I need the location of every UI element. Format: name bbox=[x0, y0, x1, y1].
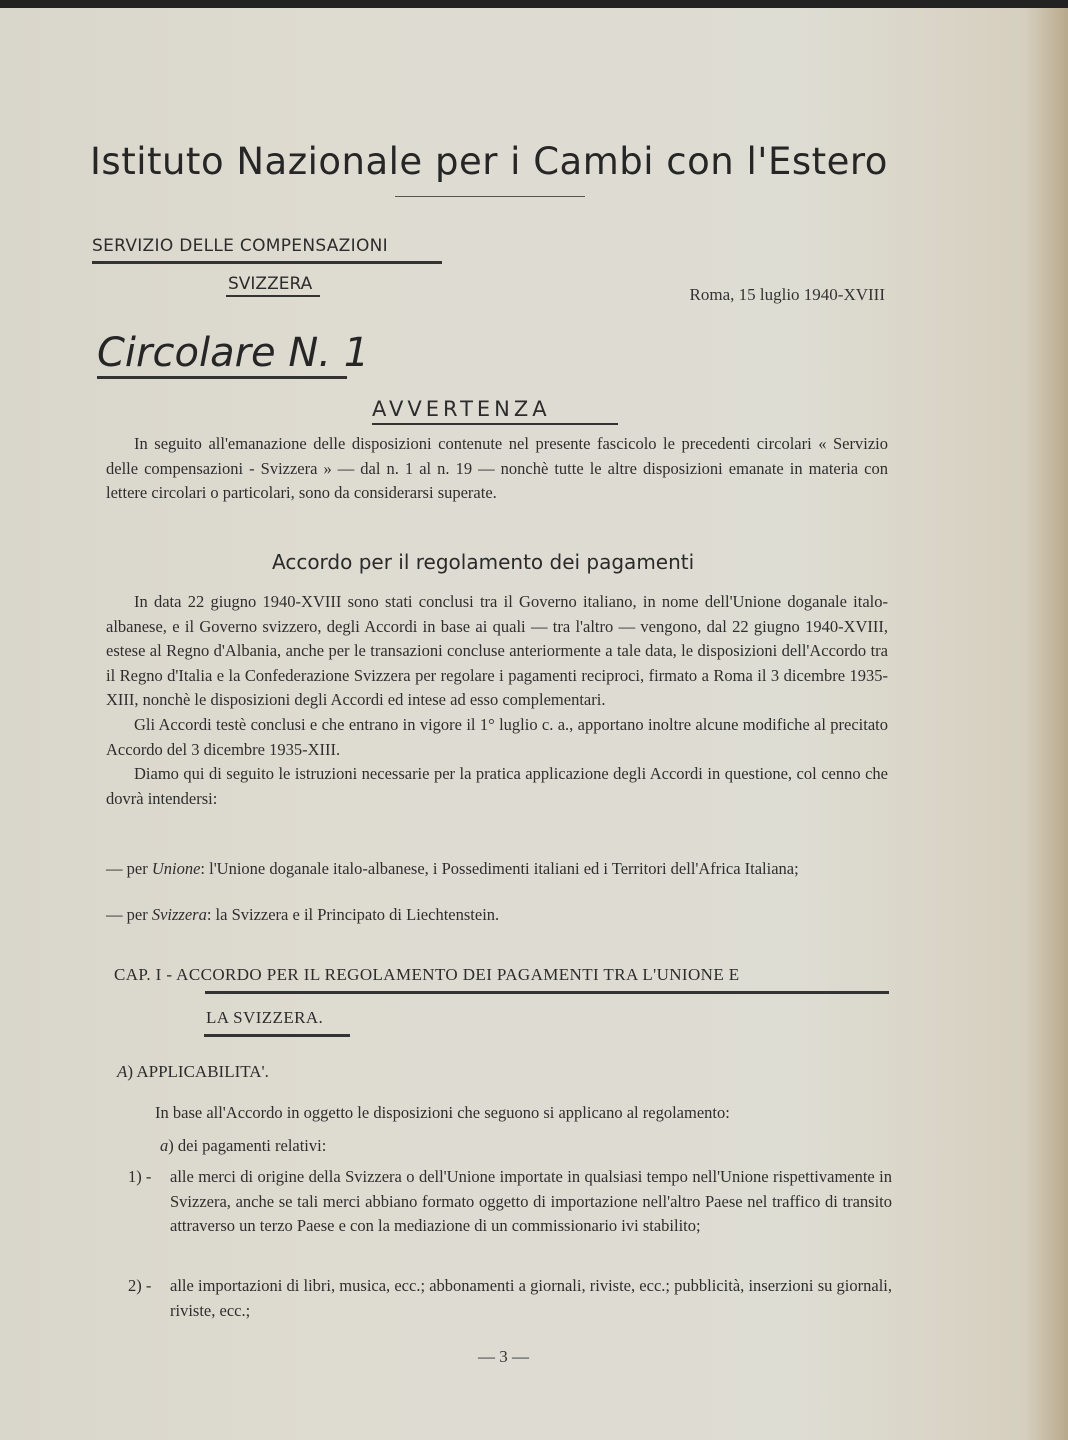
service-underline bbox=[92, 261, 442, 264]
avvertenza-paragraph bbox=[106, 432, 888, 506]
chapter-continued-underline bbox=[204, 1034, 350, 1037]
chapter-heading: CAP. I - ACCORDO PER IL REGOLAMENTO DEI PAGAMENTI TRA L'UNIONE E bbox=[114, 965, 740, 984]
list-item-text: alle importazioni di libri, musica, ecc.; abbonamenti a giornali, riviste, ecc.; pubblicità, inserzioni su giornali, riviste, ecc.; bbox=[170, 1276, 892, 1320]
country-underline bbox=[226, 295, 320, 297]
definition-text: : la Svizzera e il Principato di Liechtenstein. bbox=[206, 905, 500, 924]
accordo-paragraph-3: Diamo qui di seguito le istruzioni necessarie per la pratica applicazione degli Accordi in questione, col cenno che dovrà intendersi: bbox=[106, 764, 888, 808]
service-heading: SERVIZIO DELLE COMPENSAZIONI bbox=[92, 236, 388, 256]
document-date: Roma, 15 luglio 1940-XVIII bbox=[689, 285, 885, 304]
list-item-number: 1) - bbox=[128, 1167, 152, 1186]
subsection-letter: a bbox=[160, 1136, 169, 1155]
page-number: — 3 — bbox=[478, 1347, 529, 1366]
accordo-title: Accordo per il regolamento dei pagamenti bbox=[272, 550, 695, 574]
accordo-paragraph-2: Gli Accordi testè conclusi e che entrano in vigore il 1° luglio c. a., apportano inoltre alcune modifiche al precitato Accordo del 3 dicembre 1935-XIII. bbox=[106, 714, 888, 759]
accordo-paragraph-1: In data 22 giugno 1940-XVIII sono stati conclusi tra il Governo italiano, in nome dell'Unione doganale italo-albanese, e il Governo svizzero, degli Accordi in base ai quali — tra l'altro — vengono, dal 22 giugno 1940-XVIII, estese al Regno d'Albania, anche per le transazioni concluse anteriormente a tale data, le disposizioni dell'Accordo tra il Regno d'Italia e la Confederazione Svizzera per regolare i pagamenti reciproci, firmato a Roma il 3 dicembre 1935-XIII, nonchè le disposizioni degli Accordi ed intese ad esso complementari. bbox=[106, 592, 888, 710]
definition-prefix: — per bbox=[106, 859, 152, 878]
list-item bbox=[128, 1274, 892, 1323]
avvertenza-text: In seguito all'emanazione delle disposizioni contenute nel presente fascicolo le precedenti circolari « Servizio delle compensazioni - Svizzera » — dal n. 1 al n. 19 — nonchè tutte le altre disposizioni emanate in materia con lettere circolari o particolari, sono da considerarsi superate. bbox=[106, 434, 888, 503]
subsection-text: ) dei pagamenti relativi: bbox=[168, 1136, 327, 1155]
avvertenza-title: AVVERTENZA bbox=[372, 397, 551, 421]
list-item-text: alle merci di origine della Svizzera o dell'Unione importate in qualsiasi tempo nell'Unione rispettivamente in Svizzera, anche se tali merci abbiano formato oggetto di importazione nell'altro Paese nel traffico di transito attraverso un terzo Paese e con la mediazione di un commissionario ivi stabilito; bbox=[170, 1167, 892, 1236]
section-intro-text: In base all'Accordo in oggetto le disposizioni che seguono si applicano al regolamento: bbox=[155, 1103, 730, 1122]
accordo-body bbox=[106, 590, 888, 811]
list-item-number: 2) - bbox=[128, 1276, 152, 1295]
definition-term: Svizzera bbox=[151, 905, 207, 924]
section-intro bbox=[155, 1101, 890, 1126]
subsection-a bbox=[160, 1134, 326, 1159]
scan-top-edge bbox=[0, 0, 1068, 8]
title-divider bbox=[395, 196, 585, 197]
avvertenza-underline bbox=[372, 423, 618, 425]
chapter-underline bbox=[205, 991, 889, 994]
definition-text: : l'Unione doganale italo-albanese, i Possedimenti italiani ed i Territori dell'Africa Italiana; bbox=[200, 859, 799, 878]
list-item bbox=[128, 1165, 892, 1239]
country-heading: SVIZZERA bbox=[228, 274, 313, 294]
definition-svizzera bbox=[106, 903, 888, 928]
definition-unione bbox=[106, 857, 888, 882]
section-applicabilita bbox=[117, 1062, 269, 1082]
chapter-heading-continued: LA SVIZZERA. bbox=[206, 1008, 324, 1027]
section-letter: A bbox=[117, 1062, 128, 1081]
institute-title: Istituto Nazionale per i Cambi con l'Estero bbox=[90, 140, 888, 183]
circolare-title: Circolare N. 1 bbox=[97, 330, 370, 376]
circolare-underline bbox=[97, 376, 347, 379]
definition-term: Unione bbox=[151, 859, 201, 878]
definition-prefix: — per bbox=[106, 905, 152, 924]
section-title: ) APPLICABILITA'. bbox=[127, 1062, 269, 1081]
